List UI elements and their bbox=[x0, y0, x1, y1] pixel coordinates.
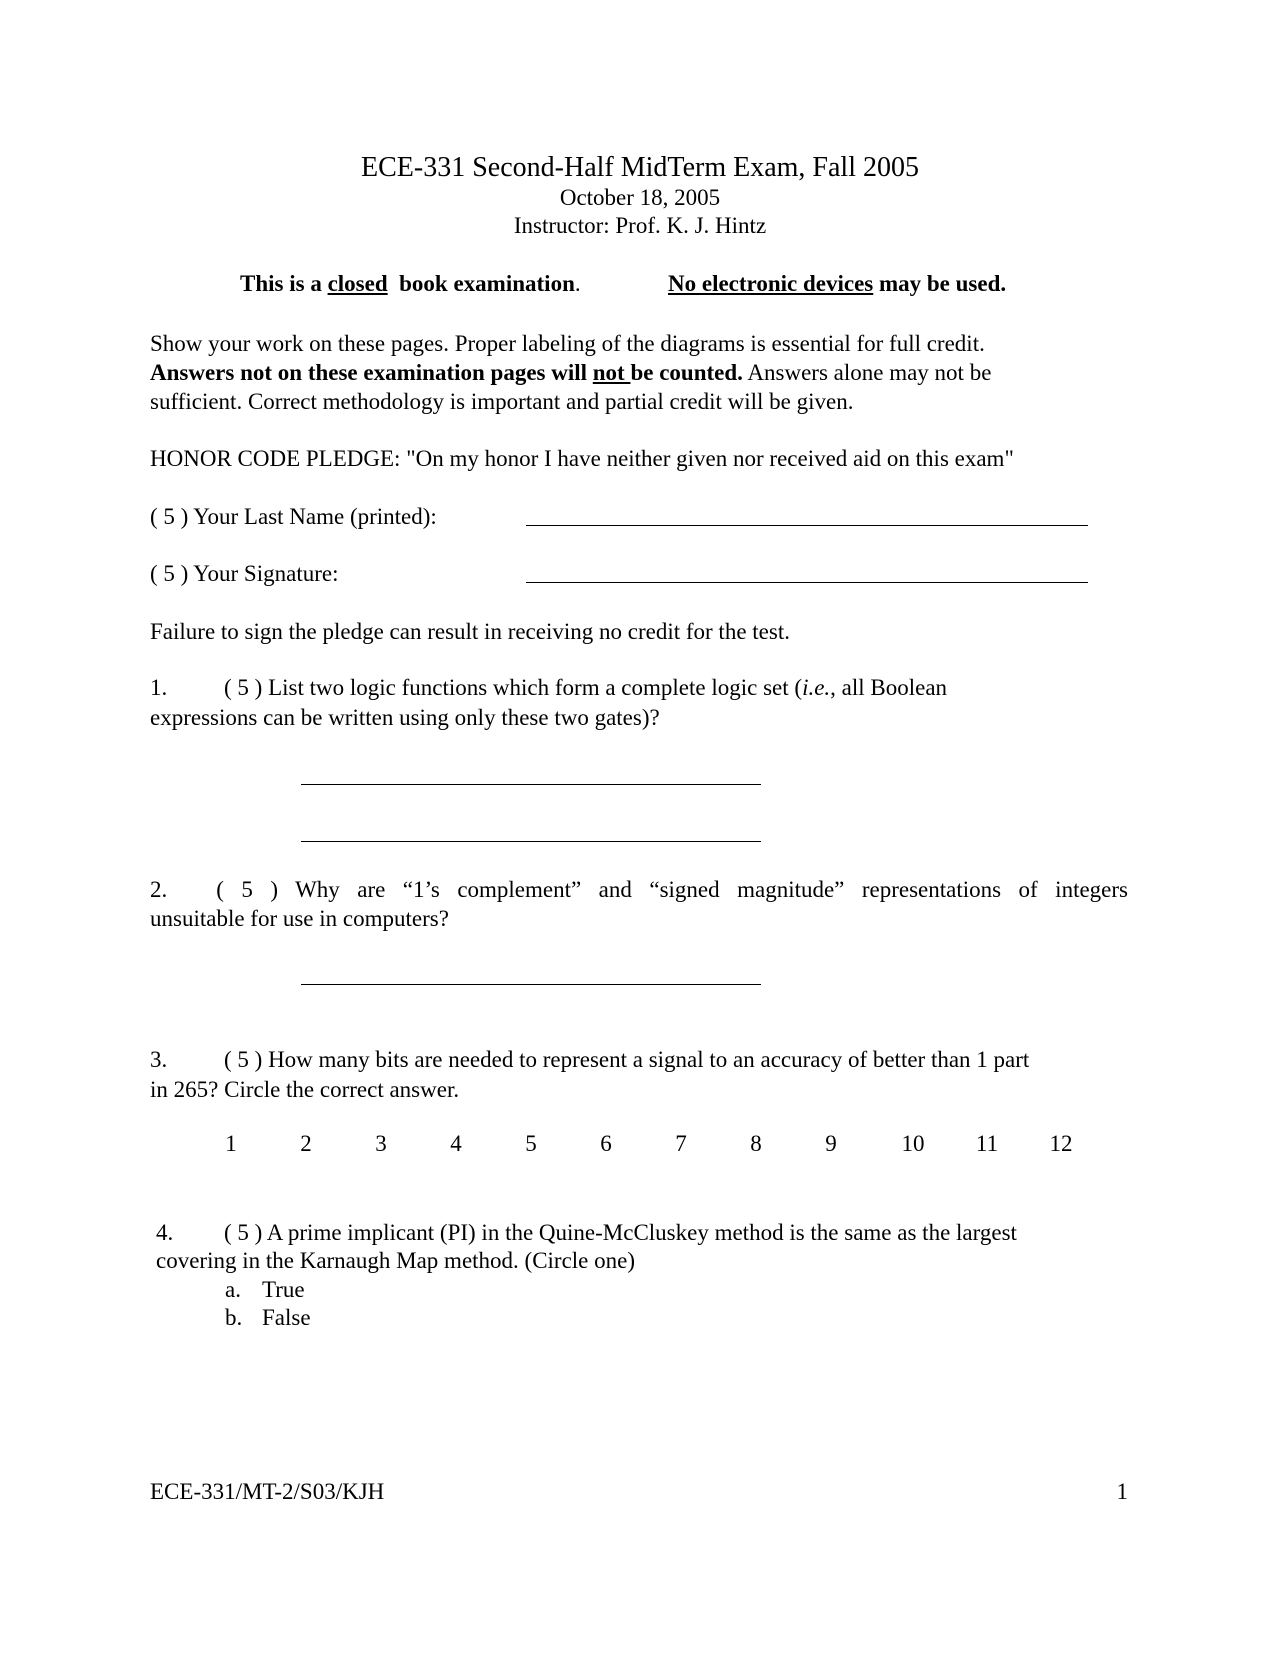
q3-choice-3[interactable]: 3 bbox=[375, 1131, 387, 1156]
q2-line-1-text: ( 5 ) Why are “1’s complement” and “signed magnitude” representations of integers bbox=[216, 877, 1128, 902]
q1-answer-blank-1[interactable] bbox=[301, 784, 761, 785]
q3-line-2: in 265? Circle the correct answer. bbox=[150, 1077, 460, 1102]
exam-date: October 18, 2005 bbox=[559, 185, 721, 210]
q3-choice-11[interactable]: 11 bbox=[975, 1131, 999, 1156]
instructor-line: Instructor: Prof. K. J. Hintz bbox=[513, 213, 767, 238]
footer-course-code: ECE-331/MT-2/S03/KJH bbox=[150, 1479, 385, 1504]
q1-line-1-a: ( 5 ) List two logic functions which form a complete logic set ( bbox=[224, 675, 803, 700]
q4-option-b-letter: b. bbox=[225, 1305, 243, 1330]
q3-choice-2[interactable]: 2 bbox=[300, 1131, 312, 1156]
closed-book-prefix: This is a bbox=[240, 271, 328, 296]
q2-line-2: unsuitable for use in computers? bbox=[150, 906, 449, 931]
q2-text bbox=[150, 875, 1128, 933]
exam-title: ECE-331 Second-Half MidTerm Exam, Fall 2005 bbox=[361, 152, 919, 183]
q3-choice-9[interactable]: 9 bbox=[825, 1131, 837, 1156]
no-devices-suffix: may be used. bbox=[873, 271, 1007, 296]
instructions-line-2-rest: Answers alone may not be bbox=[742, 360, 992, 385]
no-devices-notice bbox=[668, 270, 1006, 298]
q3-choice-5[interactable]: 5 bbox=[525, 1131, 537, 1156]
q4-option-false[interactable]: False bbox=[262, 1305, 311, 1330]
q1-line-1-b: , all Boolean bbox=[830, 675, 948, 700]
signature-blank[interactable] bbox=[526, 582, 1088, 583]
q4-line-1: ( 5 ) A prime implicant (PI) in the Quine-McCluskey method is the same as the largest bbox=[224, 1220, 1017, 1245]
q3-choice-6[interactable]: 6 bbox=[600, 1131, 612, 1156]
q3-choice-1[interactable]: 1 bbox=[225, 1131, 237, 1156]
q2-number: 2. bbox=[150, 877, 168, 902]
q4-option-true[interactable]: True bbox=[262, 1277, 305, 1302]
q3-line-1: ( 5 ) How many bits are needed to represent a signal to an accuracy of better than 1 part bbox=[224, 1047, 1030, 1072]
instructions-line-3: sufficient. Correct methodology is important and partial credit will be given. bbox=[150, 389, 854, 414]
q1-line-2: expressions can be written using only these two gates)? bbox=[150, 705, 660, 730]
q3-choice-4[interactable]: 4 bbox=[450, 1131, 462, 1156]
instructions-bold-1: Answers not on these examination pages will bbox=[150, 360, 593, 385]
q1-ie: i.e. bbox=[802, 675, 831, 700]
instructions-bold-not: not bbox=[592, 360, 631, 385]
signature-label: ( 5 ) Your Signature: bbox=[150, 561, 339, 586]
honor-pledge: HONOR CODE PLEDGE: "On my honor I have neither given nor received aid on this exam" bbox=[150, 446, 1014, 471]
last-name-label: ( 5 ) Your Last Name (printed): bbox=[150, 504, 437, 529]
q3-choice-7[interactable]: 7 bbox=[675, 1131, 687, 1156]
closed-word: closed bbox=[327, 271, 388, 296]
q2-answer-blank[interactable] bbox=[301, 984, 761, 985]
q1-answer-blank-2[interactable] bbox=[301, 841, 761, 842]
instructions-bold-2: be counted. bbox=[630, 360, 743, 385]
pledge-failure-note: Failure to sign the pledge can result in receiving no credit for the test. bbox=[150, 619, 790, 644]
closed-book-notice bbox=[240, 270, 581, 298]
q4-number: 4. bbox=[156, 1220, 174, 1245]
q2-line-1 bbox=[150, 875, 1128, 904]
q3-choice-8[interactable]: 8 bbox=[750, 1131, 762, 1156]
q4-option-a-letter: a. bbox=[225, 1277, 241, 1302]
closed-book-period: . bbox=[574, 271, 581, 296]
q1-number: 1. bbox=[150, 675, 168, 700]
q1-line-1 bbox=[224, 674, 947, 702]
no-devices-underlined: No electronic devices bbox=[668, 271, 874, 296]
q3-choice-10[interactable]: 10 bbox=[901, 1131, 925, 1156]
last-name-blank[interactable] bbox=[526, 525, 1088, 526]
closed-book-suffix: book examination bbox=[399, 271, 575, 296]
instructions-line-2 bbox=[150, 358, 991, 387]
instructions-line-1: Show your work on these pages. Proper labeling of the diagrams is essential for full credit. bbox=[150, 331, 985, 356]
q3-choice-12[interactable]: 12 bbox=[1049, 1131, 1073, 1156]
q4-line-2: covering in the Karnaugh Map method. (Circle one) bbox=[156, 1248, 636, 1273]
q3-number: 3. bbox=[150, 1047, 168, 1072]
page-number: 1 bbox=[1116, 1479, 1128, 1504]
